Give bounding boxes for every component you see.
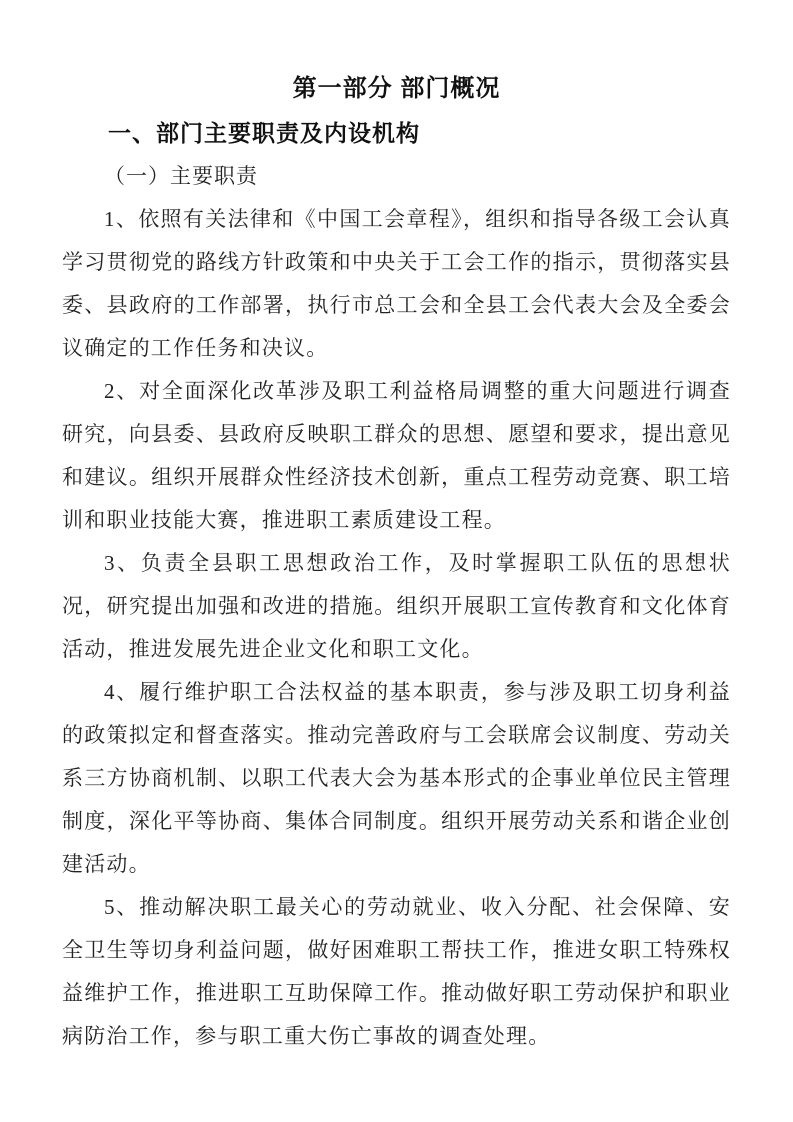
body-paragraph: 1、依照有关法律和《中国工会章程》，组织和指导各级工会认真学习贯彻党的路线方针政策和中央关于工会工作的指示，贯彻落实县委、县政府的工作部署，执行市总工会和全县工会代表大会及全委会议确定的工作任务和决议。 [62,207,731,360]
page-title: 第一部分 部门概况 [292,75,501,102]
body-paragraph: 4、履行维护职工合法权益的基本职责，参与涉及职工切身利益的政策拟定和督查落实。推动完善政府与工会联席会议制度、劳动关系三方协商机制、以职工代表大会为基本形式的企事业单位民主管理制度，深化平等协商、集体合同制度。组织开展劳动关系和谐企业创建活动。 [62,680,731,876]
body-paragraph: 2、对全面深化改革涉及职工利益格局调整的重大问题进行调查研究，向县委、县政府反映职工群众的思想、愿望和要求，提出意见和建议。组织开展群众性经济技术创新，重点工程劳动竞赛、职工培训和职业技能大赛，推进职工素质建设工程。 [62,379,731,532]
body-paragraph: 5、推动解决职工最关心的劳动就业、收入分配、社会保障、安全卫生等切身利益问题，做好困难职工帮扶工作，推进女职工特殊权益维护工作，推进职工互助保障工作。推动做好职工劳动保护和职业病防治工作，参与职工重大伤亡事故的调查处理。 [62,895,731,1048]
section-heading: 一、部门主要职责及内设机构 [108,120,420,146]
subsection-heading: （一）主要职责 [104,164,258,188]
body-paragraph: 3、负责全县职工思想政治工作，及时掌握职工队伍的思想状况，研究提出加强和改进的措施。组织开展职工宣传教育和文化体育活动，推进发展先进企业文化和职工文化。 [62,551,731,661]
